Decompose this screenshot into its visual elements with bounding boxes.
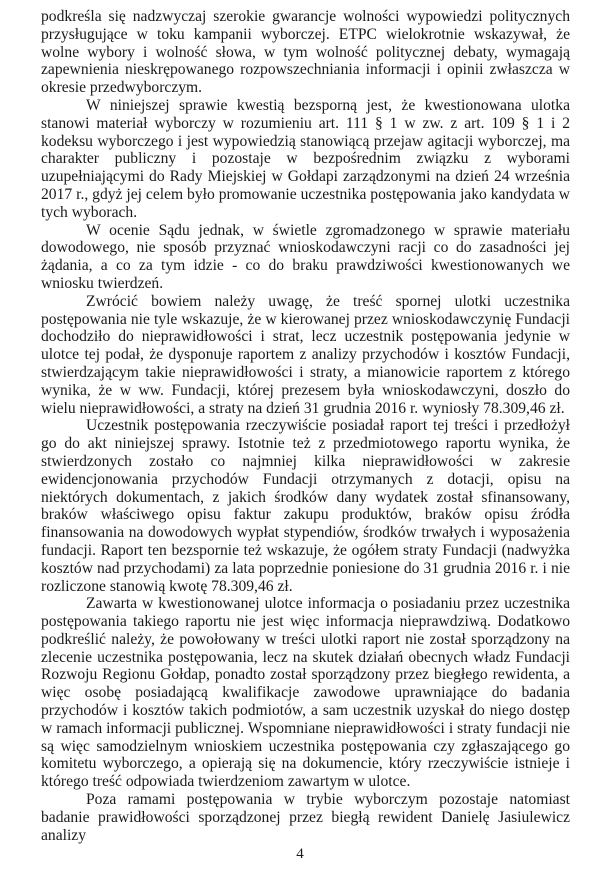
paragraph-leaflet-content: Zwrócić bowiem należy uwagę, że treść spornej ulotki uczestnika postępowania nie tyle wskazuje, że w kierowanej przez wnioskodawczynię Fundacji dochodziło do nieprawidłowości i strat, lecz uczestnik postępowania jedynie w ulotce tej podał, że dysponuje raportem z analizy przychodów i kosztów Fundacji, stwierdzającym takie nieprawidłowości i straty, a mianowicie raportem z którego wynika, że w ww. Fundacji, której prezesem była wnioskodawczyni, doszło do wielu nieprawidłowości, a straty na dzień 31 grudnia 2016 r. wyniosły 78.309,46 zł. [41, 292, 570, 417]
paragraph-court-assessment: W ocenie Sądu jednak, w świetle zgromadzonego w sprawie materiału dowodowego, nie sposób przyznać wnioskodawczyni racji co do zasadności jej żądania, a co za tym idzie - co do braku prawdziwości kwestionowanych we wniosku twierdzeń. [41, 221, 570, 292]
page-number: 4 [296, 846, 304, 862]
paragraph-uncontested-leaflet: W niniejszej sprawie kwestią bezsporną jest, że kwestionowana ulotka stanowi materiał wyborczy w rozumieniu art. 111 § 1 w zw. z art. 109 § 1 i 2 kodeksu wyborczego i jest wypowiedzią stanowiącą przejaw agitacji wyborczej, ma charakter publiczny i pozostaje w bezpośrednim związku z wyborami uzupełniającymi do Rady Miejskiej w Gołdapi zarządzonymi na dzień 24 września 2017 r., gdyż jej celem było promowanie uczestnika postępowania jako kandydata w tych wyborach. [41, 96, 570, 221]
paragraph-outside-scope: Poza ramami postępowania w trybie wyborczym pozostaje natomiast badanie prawidłowości sporządzonej przez biegłą rewident Danielę Jasiulewicz analizy [41, 791, 570, 844]
paragraph-report-findings: Uczestnik postępowania rzeczywiście posiadał raport tej treści i przedłożył go do akt niniejszej sprawy. Istotnie też z przedmiotowego raportu wynika, że stwierdzonych zostało co najmniej kilka nieprawidłowości w zakresie ewidencjonowania przychodów Fundacji otrzymanych z dotacji, opisu na niektórych dokumentach, z jakich środków dany wydatek został sfinansowany, braków właściwego opisu faktur zakupu produktów, braków opisu źródła finansowania na dowodowych wypłat stypendiów, środków trwałych i wyposażenia fundacji. Raport ten bezspornie też wskazuje, że ogółem straty Fundacji (nadwyżka kosztów nad przychodami) za lata poprzednie poniesione do 31 grudnia 2016 r. i nie rozliczone stanowią kwotę 78.309,46 zł. [41, 417, 570, 595]
paragraph-information-truth: Zawarta w kwestionowanej ulotce informacja o posiadaniu przez uczestnika postępowania takiego raportu nie jest więc informacja nieprawdziwą. Dodatkowo podkreślić należy, że powołowany w treści ulotki raport nie został sporządzony na zlecenie uczestnika postępowania, lecz na skutek działań obecnych władz Fundacji Rozwoju Regionu Gołdap, ponadto został sporządzony przez biegłego rewidenta, a więc osobę posiadającą kwalifikacje zawodowe uprawniające do badania przychodów i kosztów takich podmiotów, a sam uczestnik uzyskał do niego dostęp w ramach informacji publicznej. Wspomniane nieprawidłowości i straty fundacji nie są więc samodzielnym wnioskiem uczestnika postępowania czy zgłaszającego go komitetu wyborczego, a opierają się na dokumencie, który rzeczywiście istnieje i którego treść odpowiada twierdzeniom zawartym w ulotce. [41, 595, 570, 791]
paragraph-continuation: podkreśla się nadzwyczaj szerokie gwarancje wolności wypowiedzi politycznych przysługujące w toku kampanii wyborczej. ETPC wielokrotnie wskazywał, że wolne wybory i wolność słowa, w tym wolność politycznej debaty, wymagają zapewnienia nieskrępowanego rozpowszechniania informacji i opinii zwłaszcza w okresie przedwyborczym. [41, 8, 570, 97]
